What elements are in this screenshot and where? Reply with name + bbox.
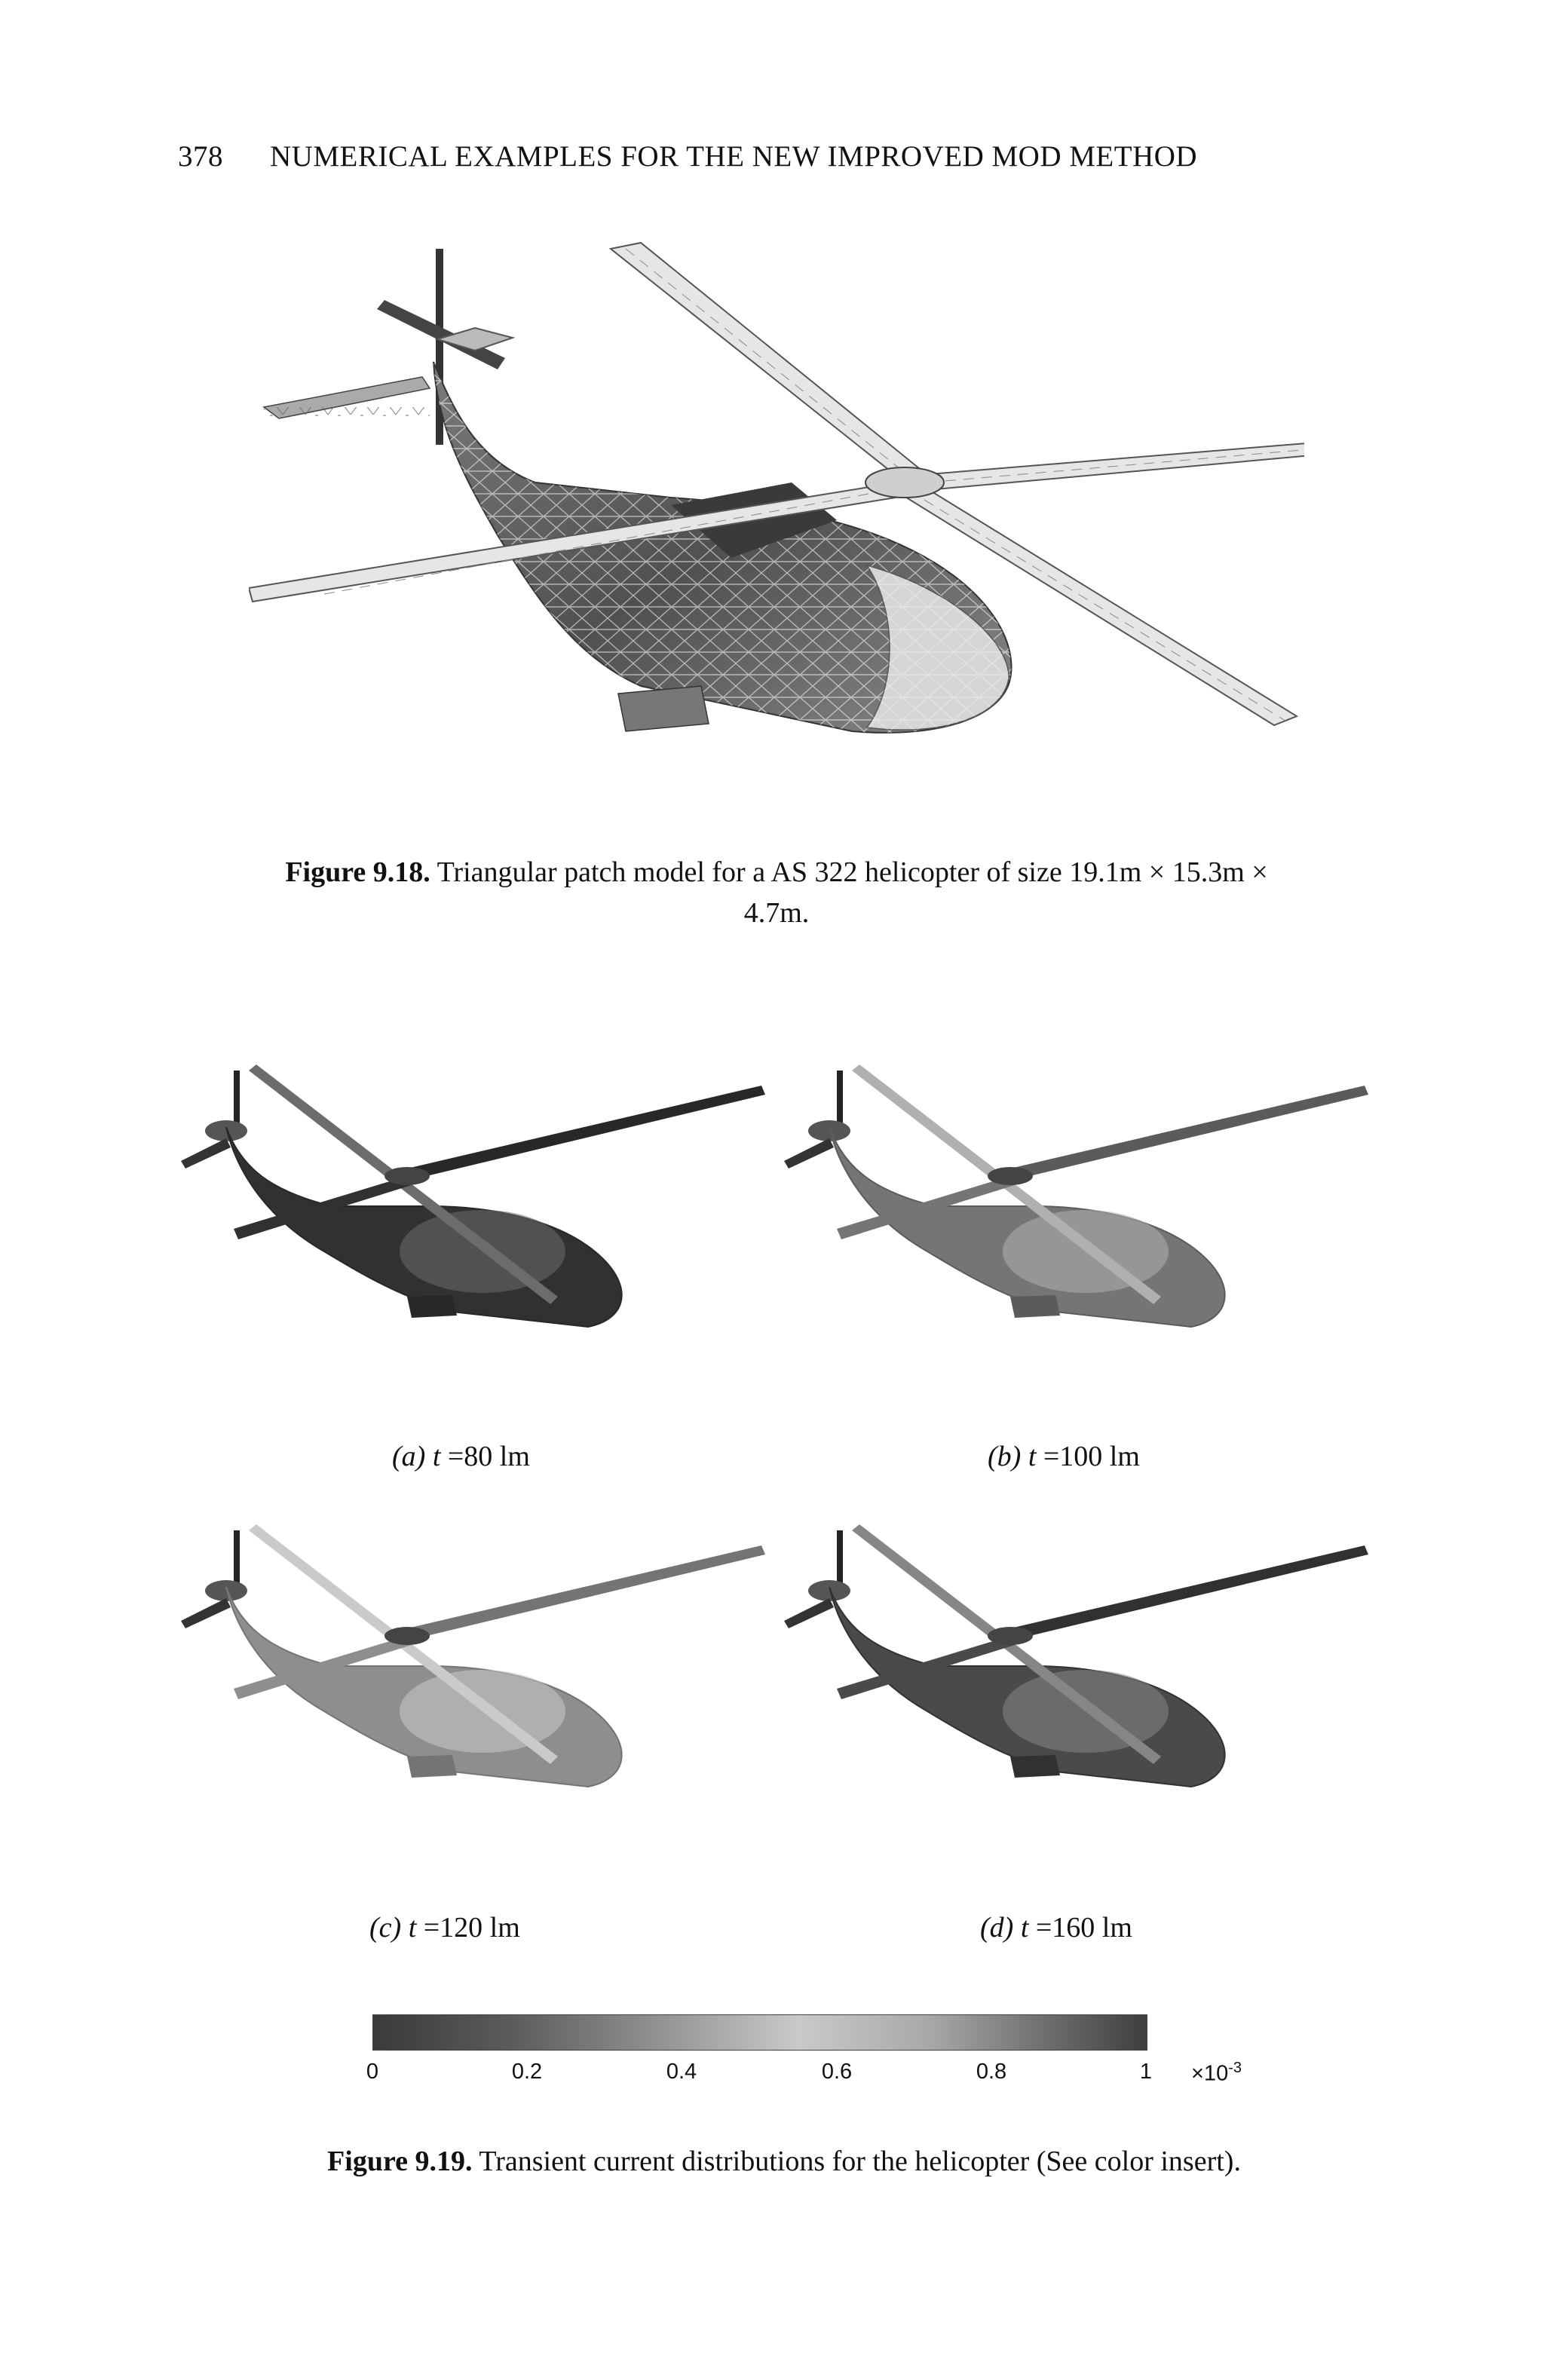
tail-stabilizer xyxy=(784,1598,834,1628)
colorbar-tick-1: 0.2 xyxy=(511,2060,543,2084)
figure-9-19-caption-text: Transient current distributions for the helicopter (See color insert). xyxy=(479,2146,1241,2177)
panel-c-helicopter xyxy=(181,1515,784,1847)
tail-rotor xyxy=(205,1580,247,1601)
colorbar-tick-3: 0.6 xyxy=(821,2060,853,2084)
rotor-hub xyxy=(988,1627,1033,1645)
colorbar-tick-2: 0.4 xyxy=(666,2060,697,2084)
panel-c-label: (c) t =120 lm xyxy=(369,1912,520,1944)
figure-9-18-wireframe-helicopter xyxy=(249,234,1304,822)
sponson xyxy=(407,1295,457,1318)
figure-9-18-label: Figure 9.18. xyxy=(285,856,430,888)
tail-rotor xyxy=(205,1120,247,1141)
panel-a-helicopter xyxy=(181,1055,784,1387)
rotor-blade-2 xyxy=(407,1086,765,1180)
figure-9-19-caption xyxy=(181,2141,1387,2182)
rotor-blade-2 xyxy=(1010,1086,1368,1180)
tail-rotor xyxy=(808,1120,850,1141)
panel-b-helicopter xyxy=(784,1055,1387,1387)
sponson xyxy=(1010,1755,1060,1778)
panel-a-label: (a) t =80 lm xyxy=(392,1441,530,1472)
rotor-blade-2 xyxy=(407,1545,765,1640)
figure-9-19-label: Figure 9.19. xyxy=(327,2146,473,2177)
rotor-hub xyxy=(384,1627,430,1645)
rotor-hub xyxy=(988,1167,1033,1185)
colorbar-tick-0: 0 xyxy=(366,2060,379,2084)
colorbar-tick-5: 1 xyxy=(1139,2060,1153,2084)
colorbar xyxy=(372,2014,1147,2051)
panel-d-helicopter xyxy=(784,1515,1387,1847)
figure-9-18-caption-line2: 4.7m. xyxy=(743,897,810,929)
sponson xyxy=(407,1755,457,1778)
panel-b-label: (b) t =100 lm xyxy=(988,1441,1140,1472)
rotor-blade-2 xyxy=(1010,1545,1368,1640)
tail-stabilizer xyxy=(181,1138,231,1169)
colorbar-tick-4: 0.8 xyxy=(976,2060,1007,2084)
figure-9-18-caption-line1: Triangular patch model for a AS 322 helicopter of size 19.1m × 15.3m × xyxy=(437,856,1268,888)
panel-d-label: (d) t =160 lm xyxy=(980,1912,1132,1944)
running-title: NUMERICAL EXAMPLES FOR THE NEW IMPROVED MOD METHOD xyxy=(270,140,1198,173)
running-header xyxy=(178,139,1197,173)
page-number: 378 xyxy=(178,140,223,173)
sponson xyxy=(1010,1295,1060,1318)
tail-stabilizer xyxy=(181,1598,231,1628)
rotor-hub xyxy=(384,1167,430,1185)
figure-9-18-caption xyxy=(211,852,1342,933)
colorbar-multiplier: $\times 10^{-3}$ xyxy=(1191,2060,1242,2086)
tail-stabilizer xyxy=(784,1138,834,1169)
tail-rotor xyxy=(808,1580,850,1601)
